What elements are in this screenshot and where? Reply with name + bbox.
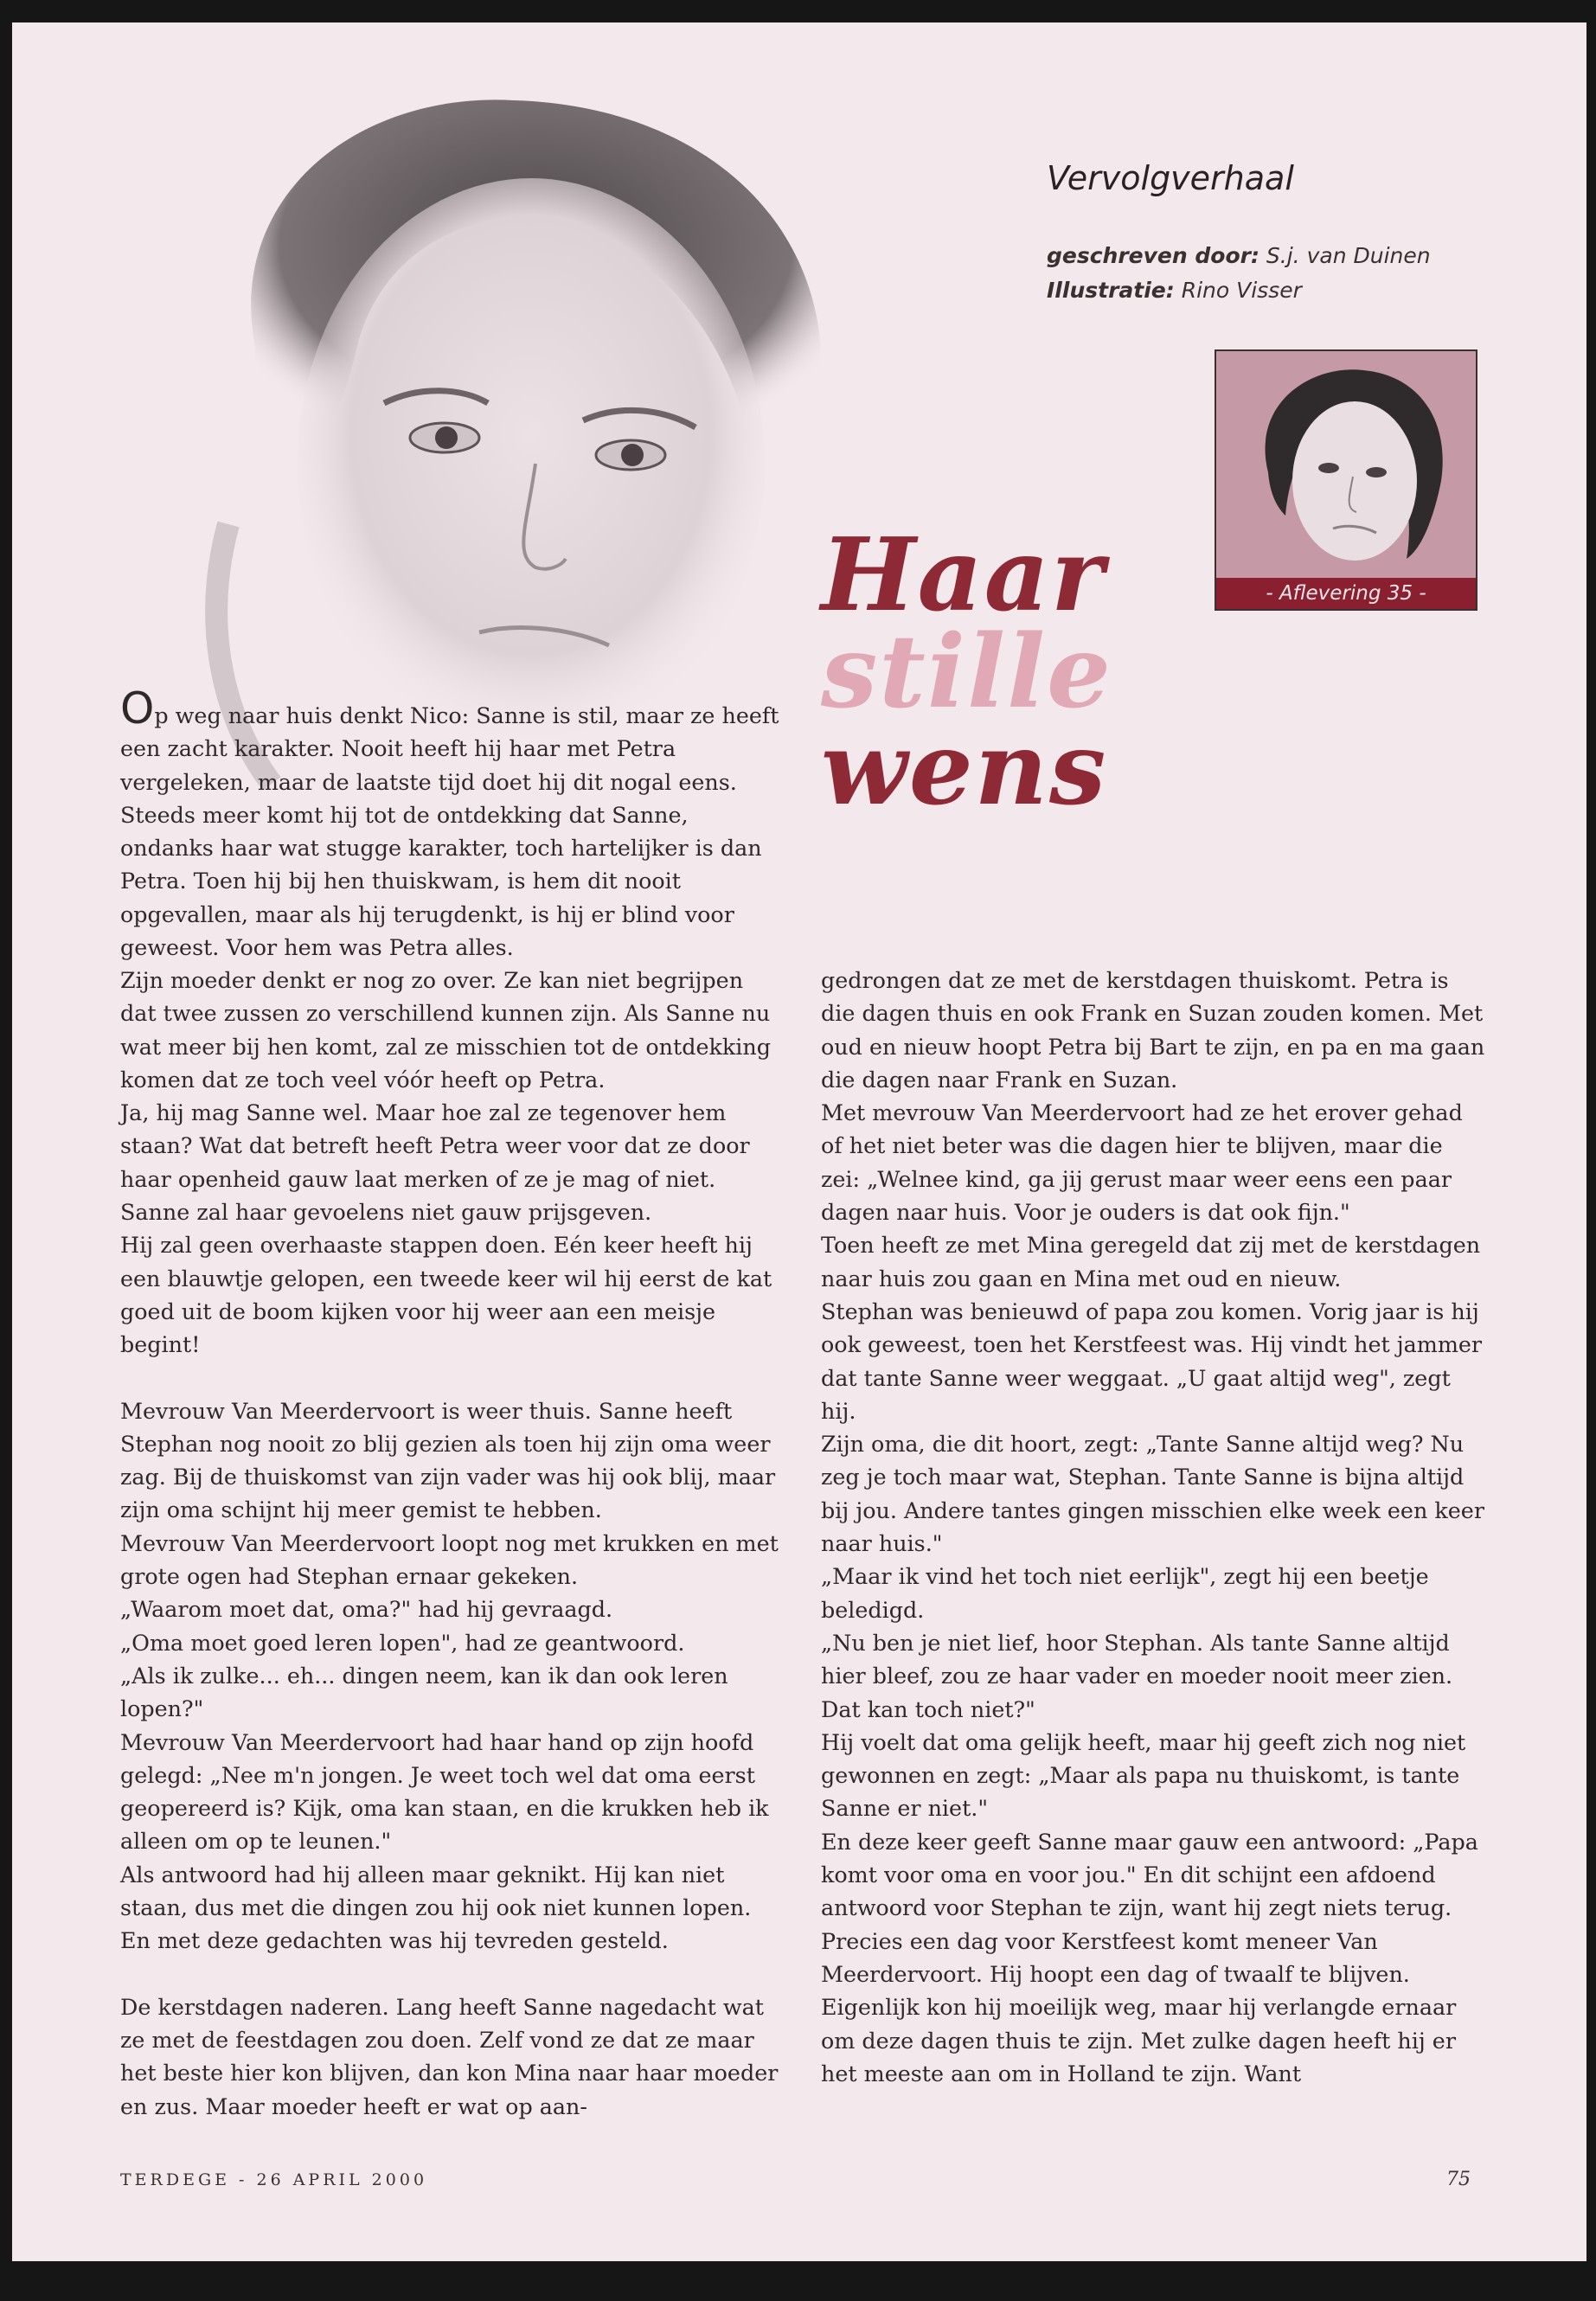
- illustrator-name: Rino Visser: [1181, 278, 1302, 303]
- lead-paragraph: [120, 683, 782, 964]
- publication-footer: TERDEGE - 26 APRIL 2000: [120, 2170, 428, 2189]
- episode-label: - Aflevering 35 -: [1216, 578, 1476, 609]
- author-name: S.j. van Duinen: [1266, 243, 1431, 268]
- section-label: Vervolgverhaal: [1047, 159, 1294, 197]
- right-column: [821, 964, 1487, 2090]
- title-line-1: Haar: [821, 516, 1106, 634]
- story-title: [821, 516, 1112, 828]
- paragraph: Hij zal geen overhaaste stappen doen. Eén keer heeft hij een blauwtje gelopen, een tweede keer wil hij eerst de kat goed uit de boom kijken voor hij weer aan een meisje begint!: [120, 1232, 772, 1358]
- thumbnail-portrait: [1216, 351, 1476, 578]
- illustrator-label: Illustratie:: [1047, 278, 1175, 303]
- author-label: geschreven door:: [1047, 243, 1259, 268]
- paragraph: Als antwoord had hij alleen maar geknikt. Hij kan niet staan, dus met die dingen zou hij ook niet kunnen lopen. En met deze gedachten was hij tevreden gesteld.: [120, 1861, 752, 1954]
- author-line: [1047, 239, 1431, 273]
- illustrator-line: [1047, 273, 1431, 308]
- lead-body: p weg naar huis denkt Nico: Sanne is stil, maar ze heeft een zacht karakter. Nooit heeft hij haar met Petra vergeleken, maar de laatste tijd doet hij dit nogal eens. Steeds meer komt hij tot de ontdekking dat Sanne, ondanks haar wat stugge karakter, toch hartelijker is dan Petra. Toen hij bij hen thuiskwam, is hem dit nooit opgevallen, maar als hij terugdenkt, is hij er blind voor geweest. Voor hem was Petra alles.: [120, 702, 779, 961]
- paragraph: Zijn oma, die dit hoort, zegt: „Tante Sanne altijd weg? Nu zeg je toch maar wat, Stephan. Tante Sanne is bijna altijd bij jou. Andere tantes gingen misschien elke week een keer naar huis.": [821, 1431, 1484, 1557]
- title-line-3: wens: [821, 710, 1108, 828]
- paragraph: Mevrouw Van Meerdervoort loopt nog met krukken en met grote ogen had Stephan ernaar gekeken.: [120, 1529, 779, 1590]
- paragraph: „Nu ben je niet lief, hoor Stephan. Als tante Sanne altijd hier bleef, zou ze haar vader en moeder nooit meer zien. Dat kan toch niet?": [821, 1629, 1453, 1722]
- paragraph: „Waarom moet dat, oma?" had hij gevraagd.: [120, 1596, 613, 1623]
- paragraph: Precies een dag voor Kerstfeest komt meneer Van Meerdervoort. Hij hoopt een dag of twaalf te blijven. Eigenlijk kon hij moeilijk weg, maar hij verlangde ernaar om deze dagen thuis te zijn. Met zulke dagen heeft hij er het meeste aan om in Holland te zijn. Want: [821, 1927, 1457, 2086]
- credits: [1047, 239, 1431, 308]
- paragraph: Toen heeft ze met Mina geregeld dat zij met de kerstdagen naar huis zou gaan en Mina met oud en nieuw.: [821, 1232, 1481, 1292]
- title-line-2: stille: [821, 613, 1112, 731]
- paragraph: Mevrouw Van Meerdervoort had haar hand op zijn hoofd gelegd: „Nee m'n jongen. Je weet toch wel dat oma eerst geopereerd is? Kijk, oma kan staan, en die krukken heb ik alleen om op te leunen.": [120, 1728, 769, 1855]
- paragraph: De kerstdagen naderen. Lang heeft Sanne nagedacht wat ze met de feestdagen zou doen. Zelf vond ze dat ze maar het beste hier kon blijven, dan kon Mina naar haar moeder en zus. Maar moeder heeft er wat op aan-: [120, 1993, 779, 2119]
- paragraph: gedrongen dat ze met de kerstdagen thuiskomt. Petra is die dagen thuis en ook Frank en Suzan zouden komen. Met oud en nieuw hoopt Petra bij Bart te zijn, en pa en ma gaan die dagen naar Frank en Suzan.: [821, 967, 1485, 1093]
- page-number: 75: [1446, 2169, 1471, 2190]
- paragraph: Mevrouw Van Meerdervoort is weer thuis. Sanne heeft Stephan nog nooit zo blij gezien als toen hij zijn oma weer zag. Bij de thuiskomst van zijn vader was hij ook blij, maar zijn oma schijnt hij meer gemist te hebben.: [120, 1397, 776, 1523]
- paragraph: „Maar ik vind het toch niet eerlijk", zegt hij een beetje beledigd.: [821, 1563, 1429, 1623]
- drop-cap: O: [120, 683, 155, 734]
- paragraph: En deze keer geeft Sanne maar gauw een antwoord: „Papa komt voor oma en voor jou." En dit schijnt een afdoend antwoord voor Stephan te zijn, want hij zegt niets terug.: [821, 1828, 1478, 1921]
- paragraph: „Als ik zulke... eh... dingen neem, kan ik dan ook leren lopen?": [120, 1662, 728, 1722]
- magazine-page: [12, 22, 1586, 2261]
- lead-text: [120, 683, 782, 964]
- paragraph: Met mevrouw Van Meerdervoort had ze het erover gehad of het niet beter was die dagen hier te blijven, maar die zei: „Welnee kind, ga jij gerust maar weer eens een paar dagen naar huis. Voor je ouders is dat ook fijn.": [821, 1099, 1463, 1226]
- paragraph: Hij voelt dat oma gelijk heeft, maar hij geeft zich nog niet gewonnen en zegt: „Maar als papa nu thuiskomt, is tante Sanne er niet.": [821, 1728, 1466, 1822]
- paragraph: „Oma moet goed leren lopen", had ze geantwoord.: [120, 1629, 685, 1656]
- episode-thumbnail: [1215, 349, 1477, 611]
- paragraph: Zijn moeder denkt er nog zo over. Ze kan niet begrijpen dat twee zussen zo verschillend kunnen zijn. Als Sanne nu wat meer bij hen komt, zal ze misschien tot de ontdekking komen dat ze toch veel vóór heeft op Petra.: [120, 967, 772, 1093]
- left-column: [120, 964, 782, 2123]
- paragraph: Ja, hij mag Sanne wel. Maar hoe zal ze tegenover hem staan? Wat dat betreft heeft Petra weer voor dat ze door haar openheid gauw laat merken of ze je mag of niet. Sanne zal haar gevoelens niet gauw prijsgeven.: [120, 1099, 750, 1226]
- paragraph: Stephan was benieuwd of papa zou komen. Vorig jaar is hij ook geweest, toen het Kerstfeest was. Hij vindt het jammer dat tante Sanne weer weggaat. „U gaat altijd weg", zegt hij.: [821, 1298, 1483, 1424]
